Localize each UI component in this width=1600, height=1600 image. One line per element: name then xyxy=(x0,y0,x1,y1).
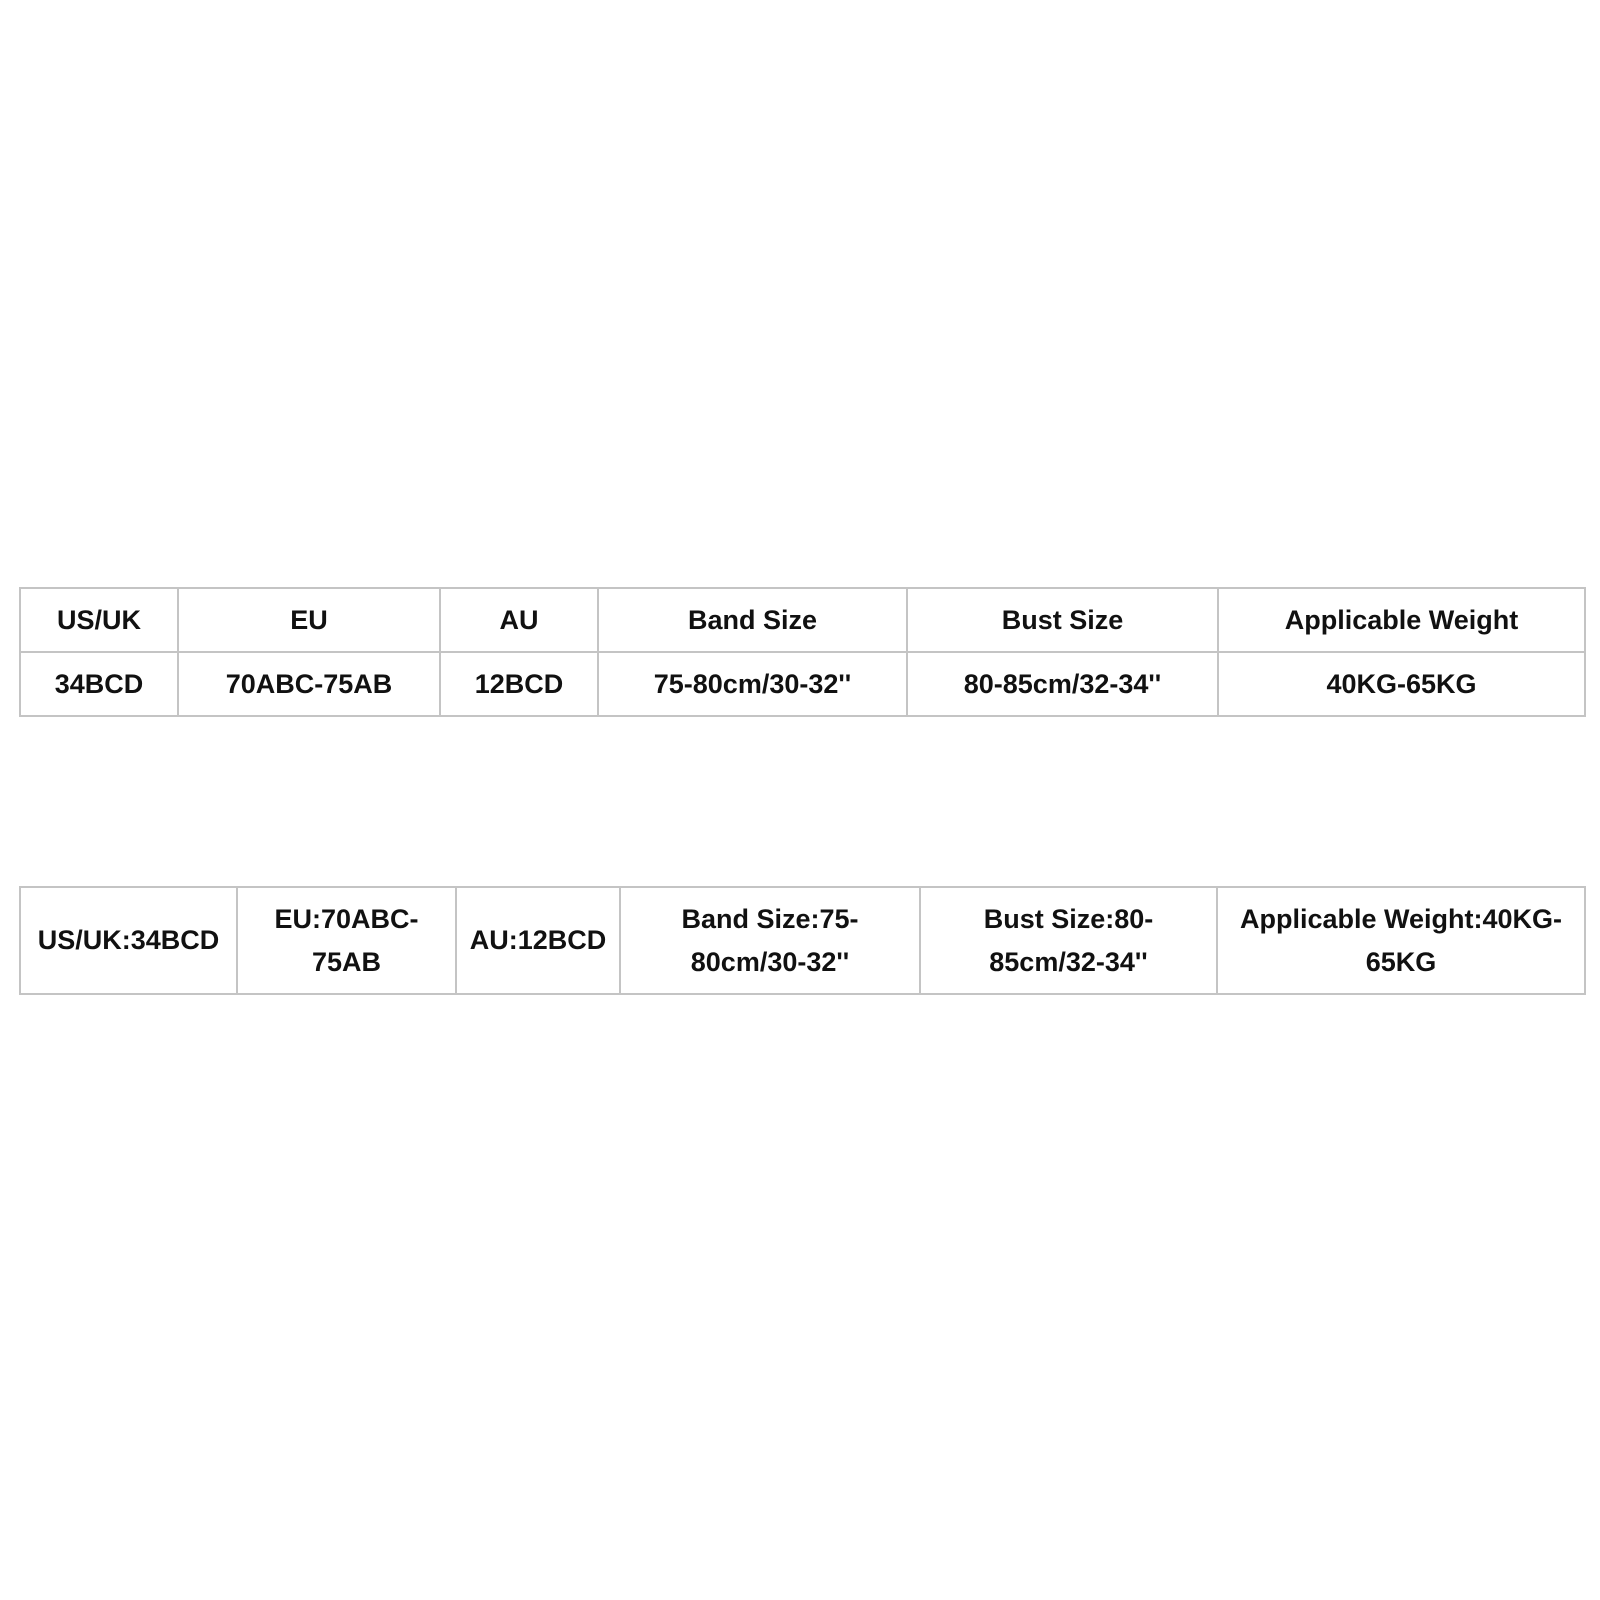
cell-bust-size: Bust Size:80-85cm/32-34'' xyxy=(920,887,1217,994)
cell-applicable-weight: 40KG-65KG xyxy=(1218,652,1585,716)
cell-us-uk: 34BCD xyxy=(20,652,178,716)
cell-au: AU:12BCD xyxy=(456,887,620,994)
header-cell-us-uk: US/UK xyxy=(20,588,178,652)
table-row xyxy=(20,887,1585,994)
cell-us-uk: US/UK:34BCD xyxy=(20,887,237,994)
size-table-combined xyxy=(19,886,1586,995)
header-cell-applicable-weight: Applicable Weight xyxy=(1218,588,1585,652)
header-cell-au: AU xyxy=(440,588,598,652)
cell-band-size: Band Size:75-80cm/30-32'' xyxy=(620,887,920,994)
header-cell-bust-size: Bust Size xyxy=(907,588,1218,652)
cell-eu: 70ABC-75AB xyxy=(178,652,440,716)
cell-au: 12BCD xyxy=(440,652,598,716)
header-cell-band-size: Band Size xyxy=(598,588,907,652)
size-table-columns xyxy=(19,587,1586,717)
header-cell-eu: EU xyxy=(178,588,440,652)
table-row xyxy=(20,652,1585,716)
table-header-row xyxy=(20,588,1585,652)
cell-bust-size: 80-85cm/32-34'' xyxy=(907,652,1218,716)
cell-band-size: 75-80cm/30-32'' xyxy=(598,652,907,716)
cell-applicable-weight: Applicable Weight:40KG-65KG xyxy=(1217,887,1585,994)
cell-eu: EU:70ABC-75AB xyxy=(237,887,456,994)
